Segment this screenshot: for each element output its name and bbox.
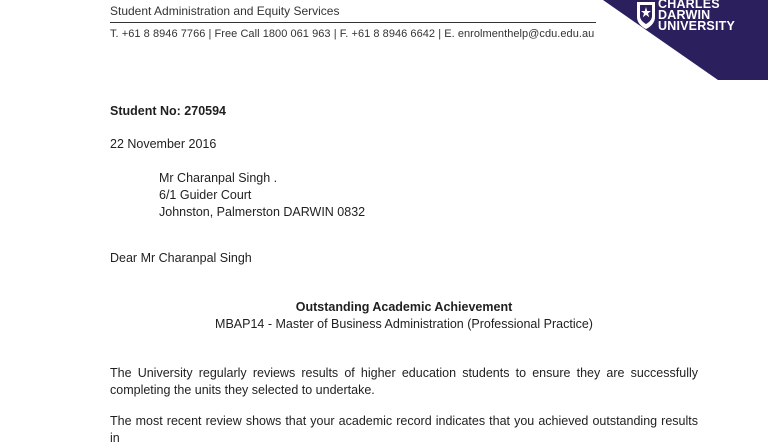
letter-title: Outstanding Academic Achievement bbox=[295, 300, 513, 314]
address-line-city: Johnston, Palmerston DARWIN 0832 bbox=[159, 205, 366, 219]
body-paragraph-1: The University regularly reviews results of higher education students to ensure they are successfully completing the units they selected to undertake. bbox=[110, 366, 698, 397]
logo-line-darwin: DARWIN bbox=[658, 8, 711, 22]
course-name: MBAP14 - Master of Business Administration (Professional Practice) bbox=[215, 317, 593, 331]
header-divider bbox=[110, 22, 596, 23]
address-line-name: Mr Charanpal Singh . bbox=[159, 171, 278, 185]
university-logo-text bbox=[658, 0, 768, 32]
salutation: Dear Mr Charanpal Singh bbox=[110, 251, 252, 265]
logo-line-university: UNIVERSITY bbox=[658, 19, 736, 33]
department-name: Student Administration and Equity Services bbox=[110, 4, 340, 18]
student-number: Student No: 270594 bbox=[110, 104, 227, 118]
logo-line-charles: CHARLES bbox=[658, 0, 720, 11]
body-paragraph-2: The most recent review shows that your academic record indicates that you achieved outstanding results in bbox=[110, 414, 698, 445]
address-line-street: 6/1 Guider Court bbox=[159, 188, 252, 202]
recipient-address bbox=[159, 170, 365, 221]
contact-line: T. +61 8 8946 7766 | Free Call 1800 061 963 | F. +61 8 8946 6642 | E. enrolmenthelp@cdu.edu.au bbox=[110, 28, 595, 40]
letter-date: 22 November 2016 bbox=[110, 137, 217, 151]
